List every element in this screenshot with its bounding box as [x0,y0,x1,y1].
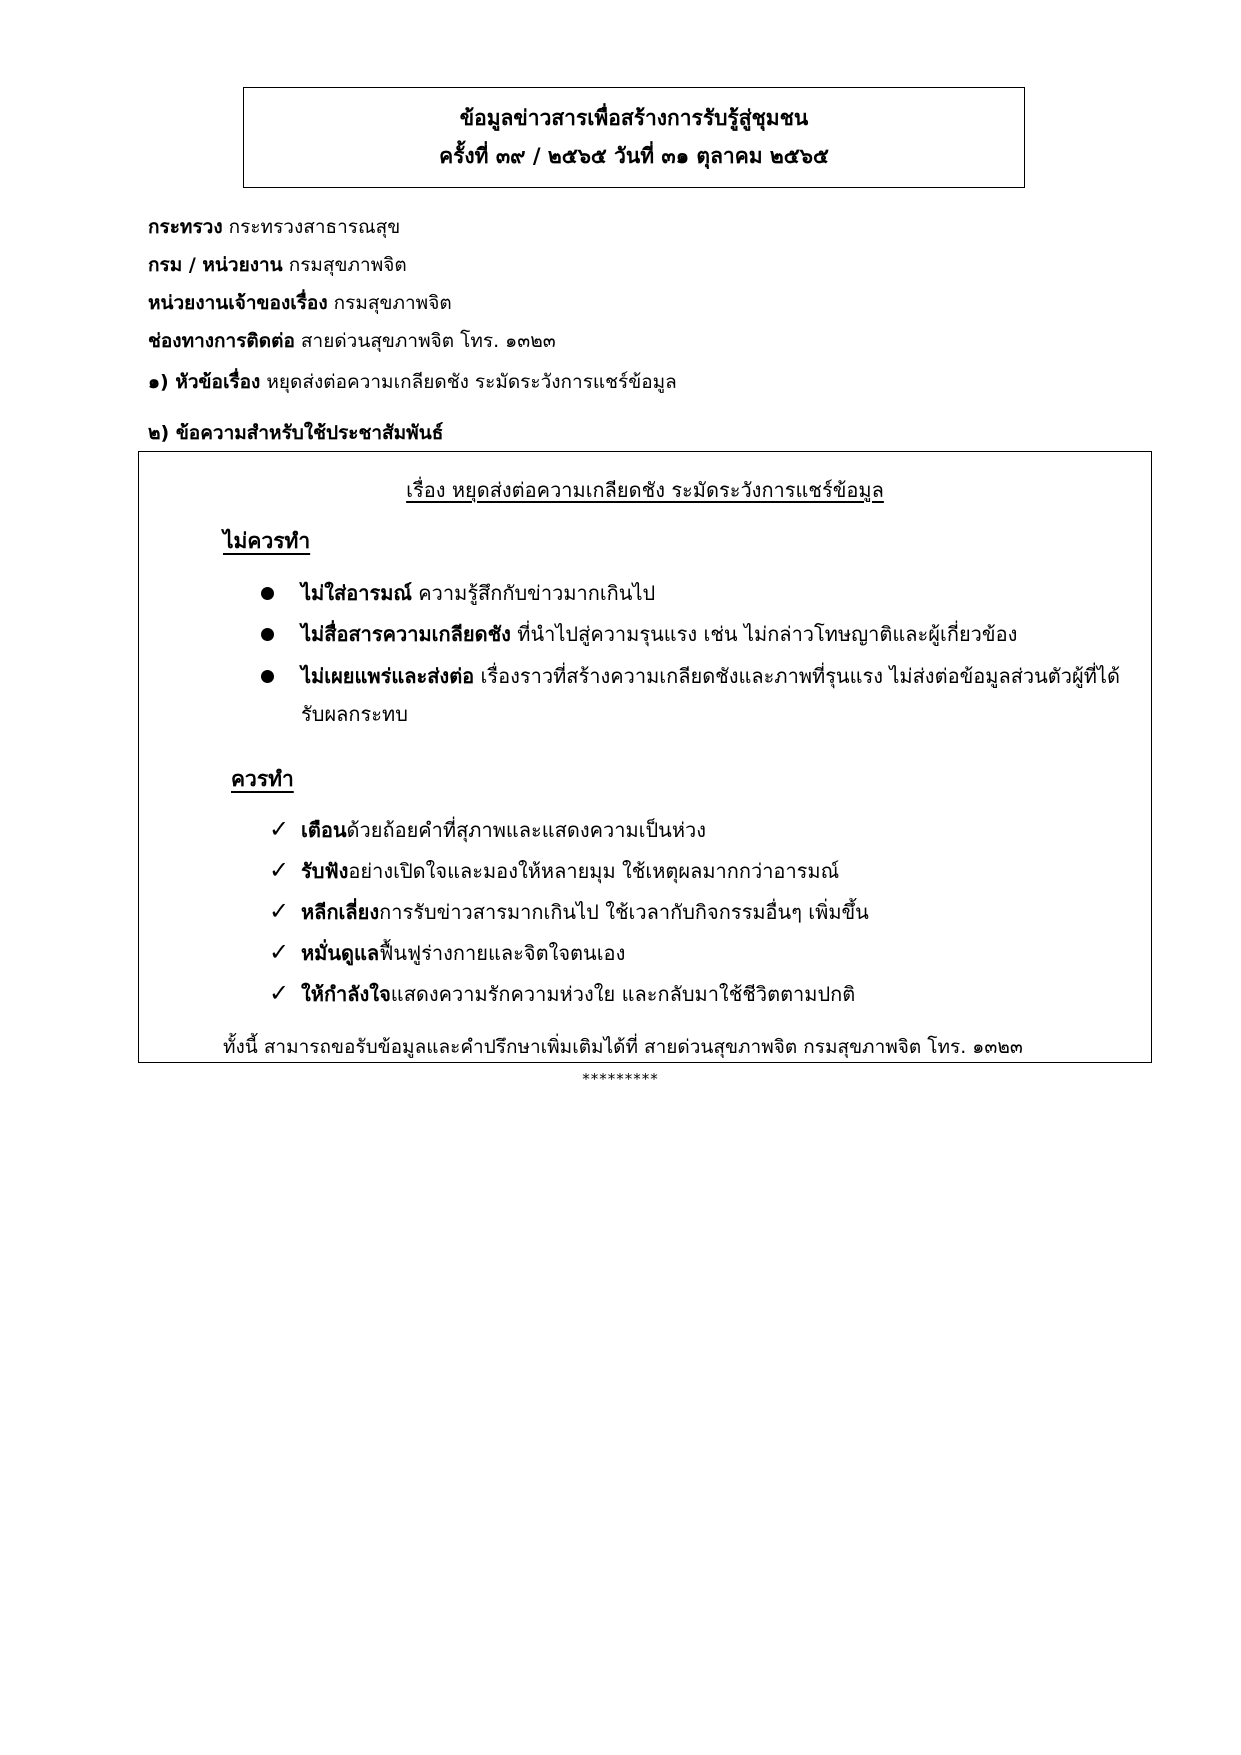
issue-date-line: ครั้งที่ ๓๙ / ๒๕๖๕ วันที่ ๓๑ ตุลาคม ๒๕๖๕ [439,144,829,168]
dont-item-keyword: ไม่เผยแพร่และส่งต่อ [301,664,475,688]
do-item-keyword: หมั่นดูแล [301,941,380,965]
do-item-text: การรับข่าวสารมากเกินไป ใช้เวลากับกิจกรรมอื่นๆ เพิ่มขึ้น [379,900,869,924]
dont-item-keyword: ไม่สื่อสารความเกลียดชัง [301,622,511,646]
section-topic-value: หยุดส่งต่อความเกลียดชัง ระมัดระวังการแชร์ข้อมูล [266,371,677,393]
checkmark-icon: ✓ [269,856,290,884]
document-header-box [243,87,1025,188]
section-topic-label: ๑) หัวข้อเรื่อง [148,371,261,393]
do-heading: ควรทำ [231,767,294,791]
bullet-icon [261,628,274,641]
do-item-keyword: ให้กำลังใจ [301,982,391,1006]
do-item [269,974,855,1013]
section-pr-label: ๒) ข้อความสำหรับใช้ประชาสัมพันธ์ [148,422,444,444]
do-item [269,933,625,972]
pr-footer-contact: ทั้งนี้ สามารถขอรับข้อมูลและคำปรึกษาเพิ่มเติมได้ที่ สายด่วนสุขภาพจิต กรมสุขภาพจิต โทร. ๑๓๒๓ [223,1036,1023,1058]
bullet-icon [261,670,274,683]
info-block [148,208,556,360]
pr-title: เรื่อง หยุดส่งต่อความเกลียดชัง ระมัดระวังการแชร์ข้อมูล [406,478,884,502]
checkmark-icon: ✓ [269,979,290,1007]
do-item-keyword: รับฟัง [301,859,349,883]
do-item-keyword: เตือน [301,818,347,842]
ministry-label: กระทรวง [148,216,223,238]
checkmark-icon: ✓ [269,938,290,966]
do-item-text: ด้วยถ้อยคำที่สุภาพและแสดงความเป็นห่วง [346,818,707,842]
checkmark-icon: ✓ [269,815,290,843]
checkmark-icon: ✓ [269,897,290,925]
do-item [269,892,869,931]
end-marker: ********* [582,1070,659,1088]
dont-item-text: ที่นำไปสู่ความรุนแรง เช่น ไม่กล่าวโทษญาติและผู้เกี่ยวข้อง [510,622,1018,646]
ministry-value: กระทรวงสาธารณสุข [228,216,401,238]
bullet-icon [261,587,274,600]
owner-row [148,284,556,322]
dont-item-keyword: ไม่ใส่อารมณ์ [301,581,412,605]
department-row [148,246,556,284]
contact-row [148,322,556,360]
do-item-text: แสดงความรักความห่วงใย และกลับมาใช้ชีวิตตามปกติ [390,982,856,1006]
section-topic [148,367,677,397]
ministry-row [148,208,556,246]
do-item [269,851,839,890]
dont-item-text: ความรู้สึกกับข่าวมากเกินไป [411,581,656,605]
do-item-text: อย่างเปิดใจและมองให้หลายมุม ใช้เหตุผลมากกว่าอารมณ์ [348,859,840,883]
do-item-keyword: หลีกเลี่ยง [301,900,380,924]
contact-value: สายด่วนสุขภาพจิต โทร. ๑๓๒๓ [300,330,556,352]
document-title: ข้อมูลข่าวสารเพื่อสร้างการรับรู้สู่ชุมชน [459,106,809,130]
pr-message-box [138,451,1152,1063]
dont-item-text: เรื่องราวที่สร้างความเกลียดชังและภาพที่รุนแรง ไม่ส่งต่อข้อมูลส่วนตัวผู้ที่ได้รับผลกระทบ [301,664,1120,726]
owner-label: หน่วยงานเจ้าของเรื่อง [148,292,328,314]
owner-value: กรมสุขภาพจิต [333,292,452,314]
do-item-text: ฟื้นฟูร่างกายและจิตใจตนเอง [379,941,626,965]
department-value: กรมสุขภาพจิต [288,254,407,276]
department-label: กรม / หน่วยงาน [148,254,283,276]
contact-label: ช่องทางการติดต่อ [148,330,295,352]
dont-heading: ไม่ควรทำ [223,529,311,553]
do-item [269,810,706,849]
